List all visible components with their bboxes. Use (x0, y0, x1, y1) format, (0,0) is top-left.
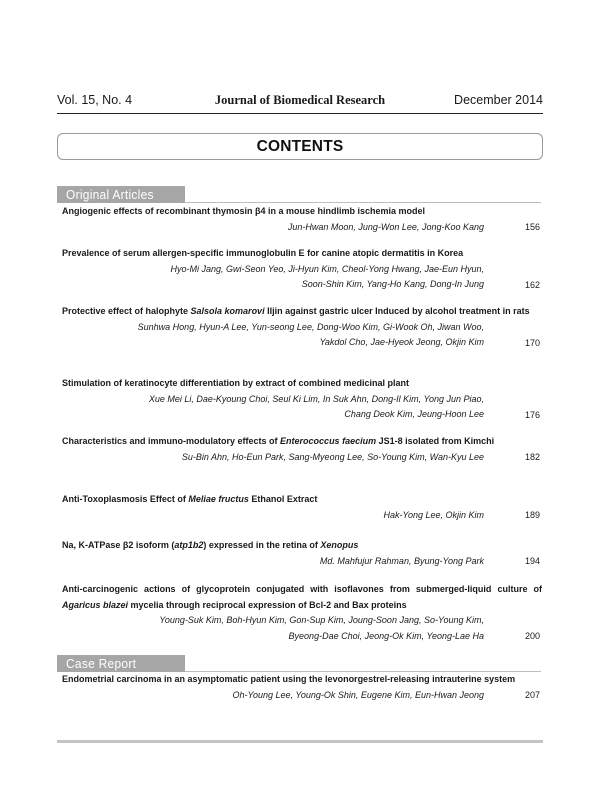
author-line: Soon-Shin Kim, Yang-Ho Kang, Dong-In Jung (301, 279, 484, 289)
toc-entry[interactable] (62, 538, 542, 569)
journal-name: Journal of Biomedical Research (214, 93, 386, 107)
page-number: 200 (524, 631, 540, 641)
title-text: ) expressed in the retina of (203, 540, 321, 550)
author-line: Xue Mei Li, Dae-Kyoung Choi, Seul Ki Lim, In Suk Ahn, Dong-Il Kim, Yong Jun Piao, (148, 393, 484, 404)
author-line: Su-Bin Ahn, Ho-Eun Park, Sang-Myeong Lee, So-Young Kim, Wan-Kyu Lee (181, 451, 484, 462)
header-divider (57, 113, 543, 114)
toc-entry[interactable] (62, 582, 542, 644)
title-text: Protective effect of halophyte (62, 306, 191, 316)
title-italic-term: Xenopus (320, 540, 359, 550)
page-number: 162 (524, 280, 540, 290)
section-label: Original Articles (66, 187, 154, 202)
author-line: Jun-Hwan Moon, Jung-Won Lee, Jong-Koo Kang (287, 221, 484, 232)
toc-entry[interactable] (62, 246, 542, 293)
article-authors (62, 508, 484, 524)
article-authors (62, 613, 484, 644)
title-italic-term: Agaricus blazei (62, 599, 129, 610)
title-text: Characteristics and immuno-modulatory effects of (62, 436, 281, 446)
title-italic-term: atp1b2 (174, 540, 204, 550)
page-number: 170 (524, 338, 540, 348)
contents-title: CONTENTS (256, 138, 344, 155)
section-header-2 (57, 655, 185, 672)
article-authors (62, 320, 484, 351)
author-line: Hak-Yong Lee, Okjin Kim (383, 509, 484, 520)
toc-entry[interactable] (62, 492, 542, 523)
author-line: Sunhwa Hong, Hyun-A Lee, Yun-seong Lee, Dong-Woo Kim, Gi-Wook Oh, Jiwan Woo, (137, 321, 484, 332)
page-number: 207 (524, 690, 540, 700)
article-title[interactable] (62, 204, 542, 220)
page-number: 182 (524, 452, 540, 462)
title-text: Na, K-ATPase β2 isoform ( (62, 540, 175, 550)
author-line: Byeong-Dae Choi, Jeong-Ok Kim, Yeong-Lae Ha (288, 630, 484, 641)
article-title[interactable] (62, 492, 542, 508)
article-title[interactable] (62, 434, 542, 450)
title-text: Anti-carcinogenic actions of glycoprotein conjugated with isoflavones from submerged-liquid culture of (62, 584, 542, 594)
title-italic-term: Meliae fructus (188, 494, 249, 504)
author-line: Young-Suk Kim, Boh-Hyun Kim, Gon-Sup Kim, Joung-Soon Jang, So-Young Kim, (159, 615, 484, 625)
article-authors (62, 262, 484, 293)
article-title[interactable] (62, 672, 542, 688)
section-rule (185, 202, 541, 203)
title-text: Ethanol Extract (248, 494, 318, 504)
title-text: Angiogenic effects of recombinant thymosin β4 in a mouse hindlimb ischemia model (62, 206, 426, 216)
article-authors (62, 392, 484, 423)
title-text: Iljin against gastric ulcer Induced by alcohol treatment in rats (264, 306, 530, 316)
article-title[interactable] (62, 246, 542, 262)
section-header-1 (57, 186, 185, 203)
page-number: 194 (524, 556, 540, 566)
page-header (57, 93, 543, 111)
author-line: Yakdol Cho, Jae-Hyeok Jeong, Okjin Kim (319, 337, 484, 347)
page-number: 176 (524, 410, 540, 420)
page-number: 156 (524, 222, 540, 232)
page-number: 189 (524, 510, 540, 520)
article-title[interactable] (62, 538, 542, 554)
title-text: JS1-8 isolated from Kimchi (376, 436, 495, 446)
toc-entry[interactable] (62, 304, 542, 351)
author-line: Hyo-Mi Jang, Gwi-Seon Yeo, Ji-Hyun Kim, Cheol-Yong Hwang, Jae-Eun Hyun, (170, 263, 484, 274)
article-title[interactable] (62, 582, 542, 613)
author-line: Chang Deok Kim, Jeung-Hoon Lee (344, 409, 484, 419)
article-authors (62, 220, 484, 236)
article-authors (62, 554, 484, 570)
title-italic-term: Enterococcus faecium (280, 436, 377, 446)
author-line: Oh-Young Lee, Young-Ok Shin, Eugene Kim, Eun-Hwan Jeong (232, 689, 484, 700)
author-line: Md. Mahfujur Rahman, Byung-Yong Park (319, 555, 484, 566)
title-text: Endometrial carcinoma in an asymptomatic patient using the levonorgestrel-releasing intrauterine system (62, 674, 516, 684)
article-authors (62, 688, 484, 704)
section-label: Case Report (66, 656, 137, 671)
toc-entry[interactable] (62, 204, 542, 235)
title-text: mycelia through reciprocal expression of Bcl-2 and Bax proteins (128, 599, 407, 610)
toc-entry[interactable] (62, 672, 542, 703)
issue-date: December 2014 (454, 93, 543, 107)
article-title[interactable] (62, 304, 542, 320)
contents-heading-box (57, 133, 543, 160)
footer-divider (57, 740, 543, 743)
article-title[interactable] (62, 376, 542, 392)
title-italic-term: Salsola komarovi (190, 306, 265, 316)
title-text: Anti-Toxoplasmosis Effect of (62, 494, 189, 504)
volume-issue: Vol. 15, No. 4 (57, 93, 133, 107)
toc-entry[interactable] (62, 434, 542, 465)
title-text: Stimulation of keratinocyte differentiation by extract of combined medicinal plant (62, 378, 410, 388)
toc-entry[interactable] (62, 376, 542, 423)
article-authors (62, 450, 484, 466)
title-text: Prevalence of serum allergen-specific immunoglobulin E for canine atopic dermatitis in Korea (62, 248, 464, 258)
